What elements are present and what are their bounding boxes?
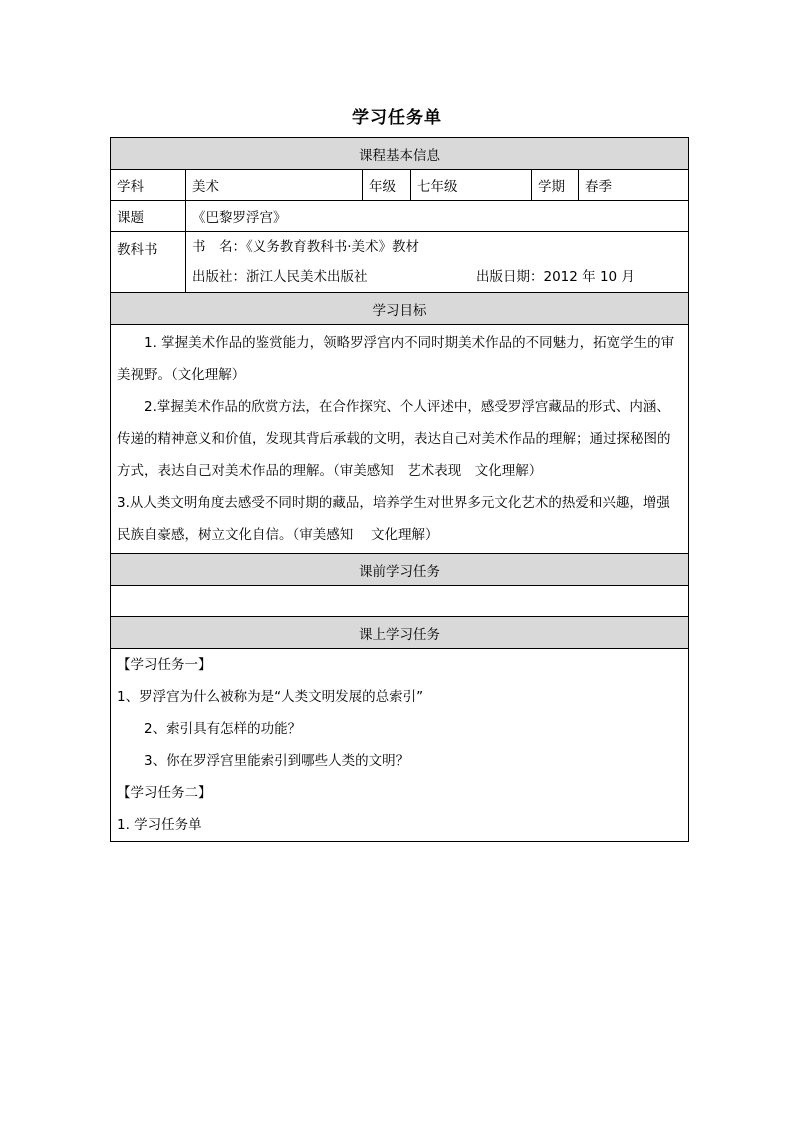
textbook-label: 教科书 xyxy=(111,232,186,293)
task-sheet-table xyxy=(110,137,689,842)
term-value: 春季 xyxy=(579,170,689,201)
textbook-name: 书 名：《义务教育教科书·美术》教材 xyxy=(192,239,420,255)
in-class-tasks xyxy=(111,649,689,842)
topic-label: 课题 xyxy=(111,201,186,232)
list-item: 1. 学习任务单 xyxy=(117,817,202,833)
grade-value: 七年级 xyxy=(411,170,532,201)
goal-item: 1. 掌握美术作品的鉴赏能力，领略罗浮宫内不同时期美术作品的不同魅力，拓宽学生的审美视野。（文化理解） xyxy=(117,335,675,383)
task-heading: 【学习任务二】 xyxy=(117,785,212,801)
page-title: 学习任务单 xyxy=(352,108,442,128)
pre-class-content xyxy=(111,586,689,617)
publish-date: 出版日期：2012 年 10 月 xyxy=(476,269,635,285)
subject-value: 美术 xyxy=(186,170,363,201)
task-heading: 【学习任务一】 xyxy=(117,657,212,673)
grade-label: 年级 xyxy=(363,170,411,201)
subject-label: 学科 xyxy=(111,170,186,201)
goal-item: 2.掌握美术作品的欣赏方法，在合作探究、个人评述中，感受罗浮宫藏品的形式、内涵、传递的精神意义和价值，发现其背后承载的文明，表达自己对美术作品的理解；通过探秘图的方式，表达自己对美术作品的理解。（审美感知 艺术表现 文化理解） xyxy=(117,399,671,479)
term-label: 学期 xyxy=(532,170,579,201)
list-item: 1、罗浮宫为什么被称为是“人类文明发展的总索引” xyxy=(117,689,424,705)
section-pre-class: 课前学习任务 xyxy=(111,554,689,586)
publisher: 出版社：浙江人民美术出版社 xyxy=(192,269,368,285)
publish-line xyxy=(192,262,682,292)
section-goals: 学习目标 xyxy=(111,293,689,325)
textbook-info xyxy=(186,232,689,293)
goals-cell xyxy=(111,325,689,554)
topic-value: 《巴黎罗浮宫》 xyxy=(186,201,689,232)
list-item: 2、索引具有怎样的功能？ xyxy=(144,721,302,737)
goal-item: 3.从人类文明角度去感受不同时期的藏品，培养学生对世界多元文化艺术的热爱和兴趣，增强民族自豪感，树立文化自信。（审美感知 文化理解） xyxy=(117,495,670,543)
list-item: 3、你在罗浮宫里能索引到哪些人类的文明？ xyxy=(144,753,410,769)
section-in-class: 课上学习任务 xyxy=(111,617,689,649)
section-basic-info: 课程基本信息 xyxy=(111,138,689,170)
